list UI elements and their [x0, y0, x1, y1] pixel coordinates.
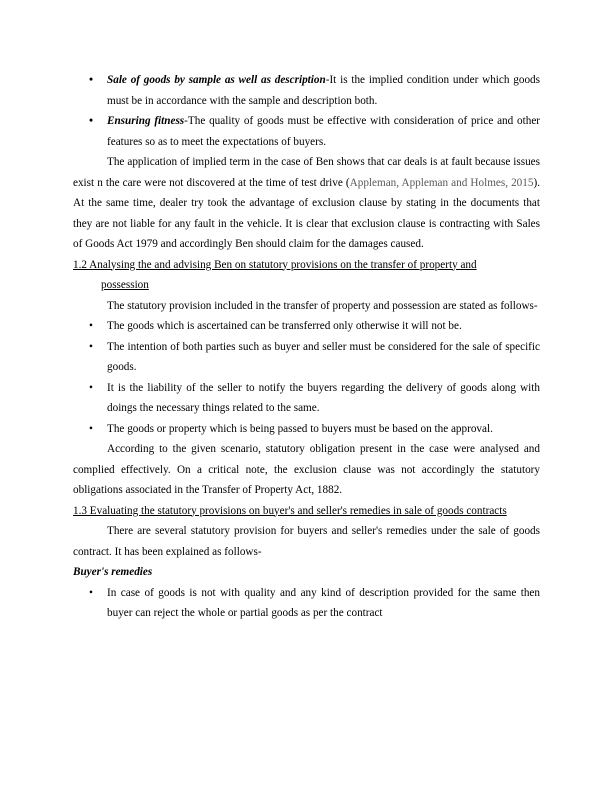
bullet-text: The goods or property which is being passed to buyers must be based on the approval. — [107, 422, 493, 435]
bullet-term: Ensuring fitness — [107, 115, 185, 127]
bullet-glyph: • — [89, 74, 93, 86]
bullet-text: It is the liability of the seller to notify the buyers regarding the delivery of goods along with doings the necessary things related to the same. — [107, 381, 540, 414]
section-heading-1-2 — [73, 255, 540, 296]
paragraph-scenario: According to the given scenario, statutory obligation present in the case were analysed and complied effectively. On a critical note, the exclusion clause was not accordingly the statutory obligations associated in the Transfer of Property Act, 1882. — [73, 443, 540, 496]
bullet-item — [73, 583, 540, 624]
bullet-text: The intention of both parties such as buyer and seller must be considered for the sale of specific goods. — [107, 340, 540, 373]
citation-link[interactable]: Appleman, Appleman and Holmes, 2015 — [349, 176, 534, 189]
bullet-item — [73, 337, 540, 378]
bullet-text: -The quality of goods must be effective with consideration of price and other features so as to meet the expectations of buyers. — [107, 115, 541, 148]
bullet-glyph: • — [89, 381, 93, 394]
bullet-term: Sale of goods by sample as well as description — [107, 74, 326, 86]
heading-line: possession — [101, 279, 149, 291]
bullet-item — [73, 419, 540, 440]
bullet-glyph: • — [89, 115, 93, 127]
paragraph-remedies: There are several statutory provision for buyers and seller's remedies under the sale of goods contract. It has been explained as follows- — [73, 525, 540, 558]
paragraph-text: ). At the same time, dealer try took the advantage of exclusion clause by stating in the documents that they are not liable for any fault in the vehicle. It is clear that exclusion clause is contracting with Sales of Goods Act 1979 and accordingly Ben should claim for the damages caused. — [73, 176, 540, 250]
document-body — [73, 70, 540, 624]
subheading-buyers-remedies: Buyer's remedies — [73, 566, 153, 578]
bullet-glyph: • — [89, 586, 93, 599]
heading-line: 1.2 Analysing the and advising Ben on statutory provisions on the transfer of property and — [73, 258, 477, 271]
bullet-glyph: • — [89, 340, 93, 353]
paragraph-text: The application of implied term in the case of Ben shows that car deals is at fault because issues exist n the care were not discovered at the time of test drive ( — [73, 156, 540, 189]
bullet-text: -It is the implied condition under which goods must be in accordance with the sample and description both. — [107, 74, 541, 107]
bullet-glyph: • — [89, 422, 93, 435]
bullet-item-sample-description — [73, 70, 540, 111]
bullet-item — [73, 378, 540, 419]
bullet-item-ensuring-fitness — [73, 111, 540, 152]
bullet-glyph: • — [89, 320, 93, 332]
section-heading-1-3: 1.3 Evaluating the statutory provisions on buyer's and seller's remedies in sale of goods contracts — [73, 504, 507, 517]
bullet-item — [73, 316, 540, 337]
bullet-text: In case of goods is not with quality and any kind of description provided for the same then buyer can reject the whole or partial goods as per the contract — [107, 586, 540, 619]
paragraph-implied-term — [73, 152, 540, 255]
bullet-text: The goods which is ascertained can be transferred only otherwise it will not be. — [107, 320, 462, 332]
paragraph-statutory-provision: The statutory provision included in the transfer of property and possession are stated as follows- — [107, 299, 538, 312]
